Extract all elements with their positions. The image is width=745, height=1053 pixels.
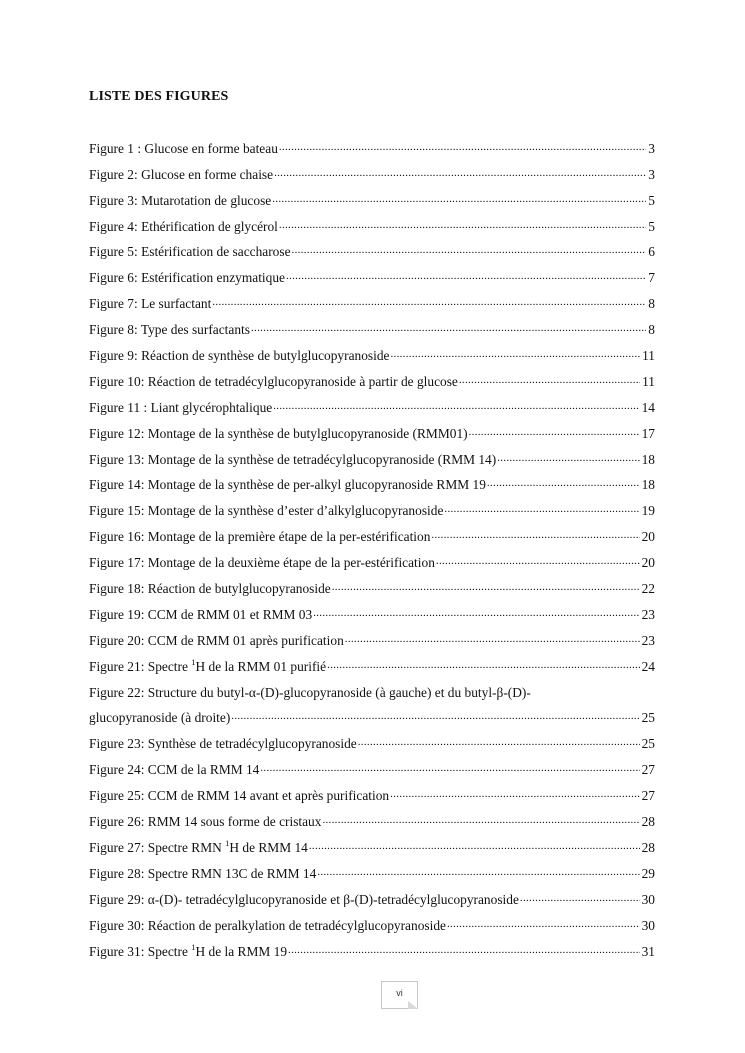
entry-label: Figure 29: α-(D)- tetradécylglucopyranoside et β-(D)-tetradécylglucopyranoside bbox=[89, 891, 519, 907]
entry-label: Figure 28: Spectre RMN 13C de RMM 14 bbox=[89, 865, 317, 881]
toc-entry[interactable] bbox=[89, 182, 655, 208]
toc-entry[interactable] bbox=[89, 648, 655, 674]
entry-page: 18 bbox=[641, 477, 655, 493]
entry-page: 8 bbox=[648, 296, 655, 312]
entry-label: Figure 16: Montage de la première étape de la per-estérification bbox=[89, 529, 431, 545]
dot-leader bbox=[274, 167, 646, 179]
entry-page: 5 bbox=[648, 218, 655, 234]
toc-entry[interactable] bbox=[89, 518, 655, 544]
entry-page: 27 bbox=[641, 788, 655, 804]
dot-leader bbox=[520, 892, 640, 904]
entry-page: 30 bbox=[641, 891, 655, 907]
entry-label: Figure 11 : Liant glycérophtalique bbox=[89, 399, 273, 415]
dot-leader bbox=[358, 736, 640, 748]
entry-page: 20 bbox=[641, 529, 655, 545]
entry-label-suffix: H de la RMM 19 bbox=[195, 943, 288, 959]
page-curl-decoration bbox=[408, 1001, 418, 1009]
entry-label-prefix: Figure 21: Spectre bbox=[89, 658, 192, 674]
entry-page: 8 bbox=[648, 322, 655, 338]
entry-page: 3 bbox=[648, 140, 655, 156]
entry-label: Figure 9: Réaction de synthèse de butylglucopyranoside bbox=[89, 348, 390, 364]
entry-page: 28 bbox=[641, 814, 655, 830]
dot-leader bbox=[469, 426, 640, 438]
entry-label: Figure 25: CCM de RMM 14 avant et après purification bbox=[89, 788, 390, 804]
entry-page: 29 bbox=[641, 865, 655, 881]
superscript: 1 bbox=[191, 656, 196, 667]
figure-list bbox=[89, 130, 655, 959]
dot-leader bbox=[317, 866, 639, 878]
toc-entry[interactable] bbox=[89, 311, 655, 337]
entry-page: 24 bbox=[641, 658, 655, 674]
dot-leader bbox=[322, 814, 639, 826]
toc-entry[interactable] bbox=[89, 208, 655, 234]
entry-label-prefix: Figure 27: Spectre RMN bbox=[89, 839, 226, 855]
toc-entry[interactable] bbox=[89, 622, 655, 648]
entry-label bbox=[89, 941, 288, 959]
toc-entry[interactable] bbox=[89, 829, 655, 855]
entry-label: Figure 18: Réaction de butylglucopyranoside bbox=[89, 581, 331, 597]
dot-leader bbox=[260, 762, 639, 774]
toc-entry[interactable] bbox=[89, 933, 655, 959]
entry-label: Figure 6: Estérification enzymatique bbox=[89, 270, 285, 286]
toc-entry-wrapped[interactable] bbox=[89, 674, 655, 726]
entry-label: Figure 5: Estérification de saccharose bbox=[89, 244, 291, 260]
entry-page: 23 bbox=[641, 632, 655, 648]
toc-entry[interactable] bbox=[89, 855, 655, 881]
entry-label-prefix: Figure 31: Spectre bbox=[89, 943, 192, 959]
entry-label: Figure 23: Synthèse de tetradécylglucopyranoside bbox=[89, 736, 357, 752]
dot-leader bbox=[273, 400, 639, 412]
entry-label-suffix: H de RMM 14 bbox=[229, 839, 308, 855]
page-number-box bbox=[381, 981, 418, 1009]
entry-page: 25 bbox=[641, 710, 655, 726]
entry-label: glucopyranoside (à droite) bbox=[89, 710, 231, 726]
toc-entry[interactable] bbox=[89, 751, 655, 777]
entry-label: Figure 7: Le surfactant bbox=[89, 296, 212, 312]
toc-entry[interactable] bbox=[89, 467, 655, 493]
entry-page: 5 bbox=[648, 192, 655, 208]
dot-leader bbox=[279, 141, 646, 153]
dot-leader bbox=[345, 633, 640, 645]
dot-leader bbox=[212, 296, 646, 308]
dot-leader bbox=[251, 322, 646, 334]
toc-entry[interactable] bbox=[89, 415, 655, 441]
dot-leader bbox=[272, 193, 646, 205]
toc-entry[interactable] bbox=[89, 285, 655, 311]
entry-page: 6 bbox=[648, 244, 655, 260]
entry-label: Figure 15: Montage de la synthèse d’ester d’alkylglucopyranoside bbox=[89, 503, 444, 519]
toc-entry[interactable] bbox=[89, 441, 655, 467]
entry-label: Figure 2: Glucose en forme chaise bbox=[89, 166, 274, 182]
dot-leader bbox=[292, 244, 647, 256]
dot-leader bbox=[279, 219, 646, 231]
entry-page: 7 bbox=[648, 270, 655, 286]
page-number: vi bbox=[396, 988, 403, 998]
toc-entry[interactable] bbox=[89, 259, 655, 285]
dot-leader bbox=[231, 710, 639, 722]
entry-label-line1 bbox=[89, 674, 655, 700]
entry-page: 20 bbox=[641, 555, 655, 571]
entry-label bbox=[89, 656, 327, 674]
entry-label: Figure 19: CCM de RMM 01 et RMM 03 bbox=[89, 606, 313, 622]
entry-page: 30 bbox=[641, 917, 655, 933]
toc-entry[interactable] bbox=[89, 389, 655, 415]
dot-leader bbox=[288, 944, 640, 956]
dot-leader bbox=[390, 348, 640, 360]
superscript: 1 bbox=[191, 941, 196, 952]
entry-page: 14 bbox=[641, 399, 655, 415]
toc-entry[interactable] bbox=[89, 596, 655, 622]
toc-entry[interactable] bbox=[89, 726, 655, 752]
entry-label-line2 bbox=[89, 700, 655, 726]
entry-page: 11 bbox=[642, 348, 655, 364]
entry-label: Figure 13: Montage de la synthèse de tetradécylglucopyranoside (RMM 14) bbox=[89, 451, 497, 467]
dot-leader bbox=[487, 477, 640, 489]
entry-page: 25 bbox=[641, 736, 655, 752]
entry-label-suffix: H de la RMM 01 purifié bbox=[195, 658, 327, 674]
dot-leader bbox=[313, 607, 639, 619]
dot-leader bbox=[459, 374, 640, 386]
entry-label: Figure 22: Structure du butyl-α-(D)-glucopyranoside (à gauche) et du butyl-β-(D)- bbox=[89, 684, 531, 700]
dot-leader bbox=[444, 503, 639, 515]
toc-entry[interactable] bbox=[89, 363, 655, 389]
dot-leader bbox=[286, 270, 646, 282]
entry-label: Figure 26: RMM 14 sous forme de cristaux bbox=[89, 814, 322, 830]
entry-page: 22 bbox=[641, 581, 655, 597]
entry-label: Figure 14: Montage de la synthèse de per-alkyl glucopyranoside RMM 19 bbox=[89, 477, 486, 493]
entry-label: Figure 24: CCM de la RMM 14 bbox=[89, 762, 260, 778]
toc-entry[interactable] bbox=[89, 881, 655, 907]
dot-leader bbox=[332, 581, 640, 593]
entry-label: Figure 10: Réaction de tetradécylglucopyranoside à partir de glucose bbox=[89, 373, 458, 389]
entry-page: 19 bbox=[641, 503, 655, 519]
entry-label: Figure 30: Réaction de peralkylation de tetradécylglucopyranoside bbox=[89, 917, 446, 933]
entry-label: Figure 3: Mutarotation de glucose bbox=[89, 192, 272, 208]
toc-entry[interactable] bbox=[89, 777, 655, 803]
dot-leader bbox=[497, 452, 639, 464]
entry-label: Figure 20: CCM de RMM 01 après purification bbox=[89, 632, 344, 648]
entry-label: Figure 17: Montage de la deuxième étape de la per-estérification bbox=[89, 555, 435, 571]
entry-page: 18 bbox=[641, 451, 655, 467]
entry-page: 28 bbox=[641, 839, 655, 855]
toc-entry[interactable] bbox=[89, 570, 655, 596]
page-title: LISTE DES FIGURES bbox=[89, 89, 229, 104]
toc-entry[interactable] bbox=[89, 130, 655, 156]
entry-label bbox=[89, 837, 308, 855]
entry-page: 23 bbox=[641, 606, 655, 622]
dot-leader bbox=[447, 918, 640, 930]
entry-page: 31 bbox=[641, 943, 655, 959]
dot-leader bbox=[327, 659, 640, 671]
entry-page: 3 bbox=[648, 166, 655, 182]
entry-page: 27 bbox=[641, 762, 655, 778]
superscript: 1 bbox=[225, 837, 230, 848]
toc-entry[interactable] bbox=[89, 803, 655, 829]
entry-label: Figure 8: Type des surfactants bbox=[89, 322, 250, 338]
toc-entry[interactable] bbox=[89, 907, 655, 933]
toc-entry[interactable] bbox=[89, 337, 655, 363]
dot-leader bbox=[436, 555, 640, 567]
entry-page: 11 bbox=[642, 373, 655, 389]
entry-label: Figure 1 : Glucose en forme bateau bbox=[89, 140, 278, 156]
entry-label: Figure 4: Ethérification de glycérol bbox=[89, 218, 278, 234]
dot-leader bbox=[390, 788, 639, 800]
entry-page: 17 bbox=[641, 425, 655, 441]
toc-entry[interactable] bbox=[89, 156, 655, 182]
dot-leader bbox=[431, 529, 639, 541]
toc-entry[interactable] bbox=[89, 234, 655, 260]
entry-label: Figure 12: Montage de la synthèse de butylglucopyranoside (RMM01) bbox=[89, 425, 468, 441]
toc-entry[interactable] bbox=[89, 544, 655, 570]
dot-leader bbox=[309, 840, 640, 852]
toc-entry[interactable] bbox=[89, 492, 655, 518]
